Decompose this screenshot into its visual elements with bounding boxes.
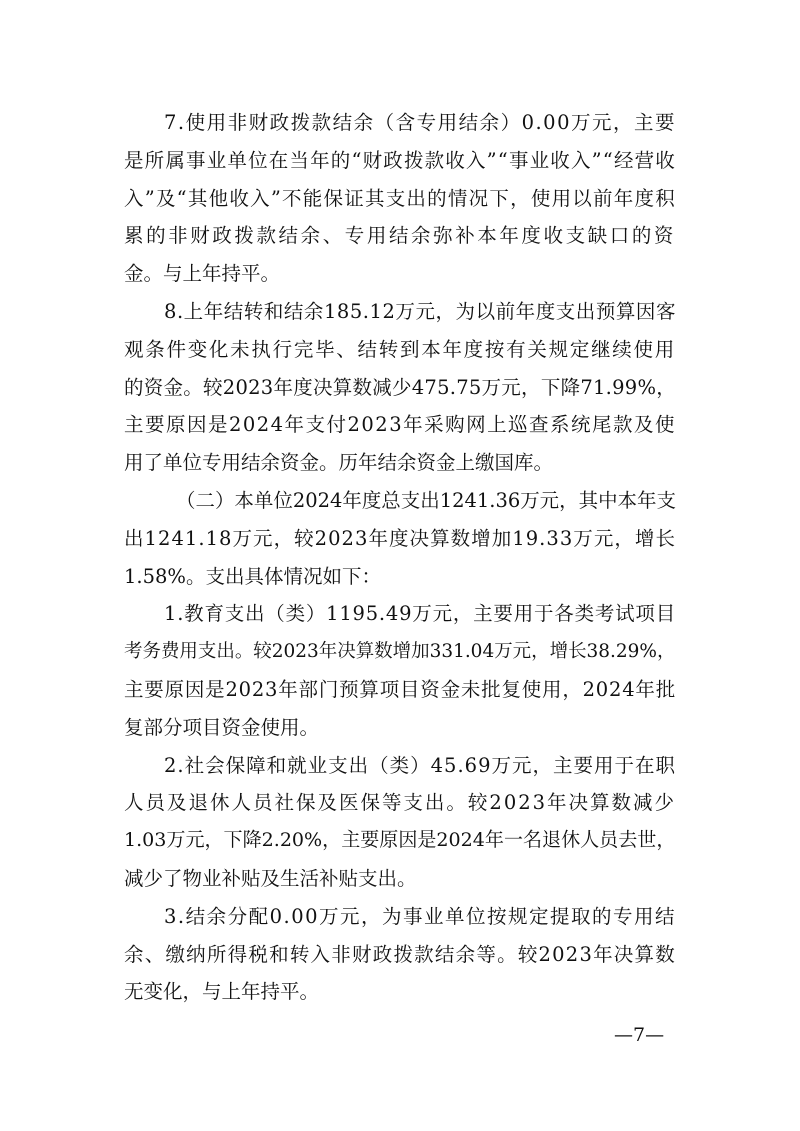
paragraph-total-expenditure [124, 482, 676, 595]
text-line: 累的非财政拨款结余、专用结余弥补本年度收支缺口的资 [124, 224, 676, 248]
text-line: 人员及退休人员社保及医保等支出。较2023年决算数减少 [124, 791, 676, 815]
text-line: 7.使用非财政拨款结余（含专用结余）0.00万元，主要 [164, 111, 676, 134]
paragraph-social-security-expenditure [124, 747, 676, 898]
body-text [124, 104, 676, 1011]
text-line: 1.教育支出（类）1195.49万元，主要用于各类考试项目 [164, 602, 676, 626]
paragraph-surplus-distribution [124, 898, 676, 1011]
text-line: 1.03万元，下降2.20%，主要原因是2024年一名退休人员去世， [124, 829, 676, 852]
text-line: 的资金。较2023年度决算数减少475.75万元，下降71.99%， [124, 375, 676, 399]
text-line: 1.58%。支出具体情况如下： [124, 564, 381, 588]
text-line: 主要原因是2024年支付2023年采购网上巡查系统尾款及使 [124, 413, 676, 437]
text-line: 减少了物业补贴及生活补贴支出。 [124, 866, 417, 890]
text-line: 余、缴纳所得税和转入非财政拨款结余等。较2023年决算数 [124, 942, 676, 966]
text-line: 金。与上年持平。 [124, 262, 281, 286]
text-line: 2.社会保障和就业支出（类）45.69万元，主要用于在职 [164, 753, 676, 777]
text-line: 观条件变化未执行完毕、结转到本年度按有关规定继续使用 [124, 337, 676, 361]
paragraph-carryover [124, 293, 676, 482]
text-line: 8.上年结转和结余185.12万元，为以前年度支出预算因客 [164, 299, 676, 323]
paragraph-non-fiscal-surplus [124, 104, 676, 293]
text-line: （二）本单位2024年度总支出1241.36万元，其中本年支 [176, 488, 676, 512]
text-line: 是所属事业单位在当年的“财政拨款收入”“事业收入”“经营收 [124, 148, 676, 172]
page-number: —7— [614, 1024, 665, 1046]
text-line: 复部分项目资金使用。 [124, 715, 320, 739]
text-line: 无变化，与上年持平。 [124, 980, 320, 1004]
text-line: 考务费用支出。较2023年决算数增加331.04万元，增长38.29%， [124, 641, 676, 663]
text-line: 用了单位专用结余资金。历年结余资金上缴国库。 [124, 451, 554, 475]
text-line: 出1241.18万元，较2023年度决算数增加19.33万元，增长 [124, 526, 676, 550]
text-line: 3.结余分配0.00万元，为事业单位按规定提取的专用结 [164, 904, 676, 928]
paragraph-education-expenditure [124, 595, 676, 746]
text-line: 入”及“其他收入”不能保证其支出的情况下，使用以前年度积 [124, 186, 676, 210]
text-line: 主要原因是2023年部门预算项目资金未批复使用，2024年批 [124, 677, 676, 701]
